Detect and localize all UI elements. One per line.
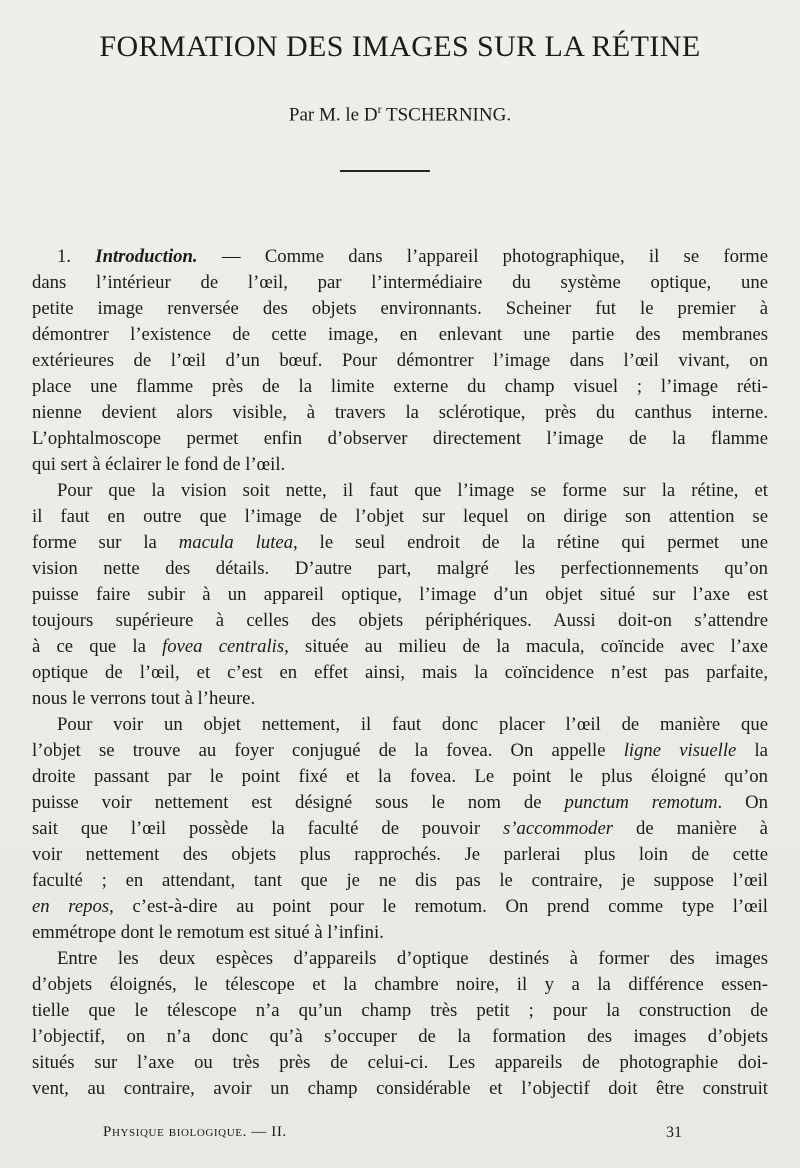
text-line: dans l’intérieur de l’œil, par l’intermédiaire du système optique, une xyxy=(32,272,768,293)
text-line: d’objets éloignés, le télescope et la chambre noire, il y a la différence essen- xyxy=(32,974,768,995)
text-line: optique de l’œil, et c’est en effet ainsi, mais la coïncidence n’est pas parfaite, xyxy=(32,662,768,683)
text-line: qui sert à éclairer le fond de l’œil. xyxy=(32,454,286,475)
text-line xyxy=(32,790,768,816)
text-line: L’ophtalmoscope permet enfin d’observer directement l’image de la flamme xyxy=(32,428,768,449)
text-line: extérieures de l’œil d’un bœuf. Pour démontrer l’image dans l’œil vivant, on xyxy=(32,350,768,371)
text-line xyxy=(32,530,768,556)
text-line: Entre les deux espèces d’appareils d’optique destinés à former des images xyxy=(57,948,768,969)
text-line: nous le verrons tout à l’heure. xyxy=(32,688,256,709)
text-line: voir nettement des objets plus rapprochés. Je parlerai plus loin de cette xyxy=(32,844,768,865)
page-number: 31 xyxy=(666,1124,682,1141)
text-line: droite passant par le point fixé et la fovea. Le point le plus éloigné qu’on xyxy=(32,766,768,787)
italic-term: s’accommoder xyxy=(503,818,614,839)
text-run: de manière à xyxy=(613,818,768,839)
text-run: , le seul endroit de la rétine qui permet une xyxy=(293,532,768,553)
text-run: la xyxy=(736,740,768,761)
author-prefix: Par M. le D xyxy=(288,104,378,126)
text-line: emmétrope dont le remotum est situé à l’infini. xyxy=(32,922,384,943)
text-line xyxy=(32,244,768,270)
italic-term: fovea centralis xyxy=(162,636,285,657)
text-line: il faut en outre que l’image de l’objet sur lequel on dirige son attention se xyxy=(32,506,768,527)
section-heading: Introduction. xyxy=(95,246,198,267)
text-run: — Comme dans l’appareil photographique, il se forme xyxy=(197,246,768,267)
text-run: à ce que la xyxy=(32,636,163,657)
text-line: Pour que la vision soit nette, il faut que l’image se forme sur la rétine, et xyxy=(57,480,768,501)
text-line: nienne devient alors visible, à travers la sclérotique, près du canthus interne. xyxy=(32,402,768,423)
italic-term: macula lutea xyxy=(178,532,294,553)
title-separator-rule xyxy=(340,170,430,172)
text-line: vision nette des détails. D’autre part, malgré les perfectionnements qu’on xyxy=(32,558,768,579)
author-name: TSCHERNING. xyxy=(381,104,512,126)
text-run: . On xyxy=(717,792,768,813)
running-footer xyxy=(103,1124,287,1141)
text-run: l’objet se trouve au foyer conjugué de la fovea. On appelle xyxy=(32,740,624,761)
text-line: tielle que le télescope n’a qu’un champ très petit ; pour la construction de xyxy=(32,1000,768,1021)
text-line: place une flamme près de la limite externe du champ visuel ; l’image réti- xyxy=(32,376,768,397)
text-line xyxy=(32,894,768,920)
text-run: , c’est-à-dire au point pour le remotum. On prend comme type l’œil xyxy=(109,896,768,917)
text-line: démontrer l’existence de cette image, en enlevant une partie des membranes xyxy=(32,324,768,345)
text-run: forme sur la xyxy=(32,532,179,553)
text-line: Pour voir un objet nettement, il faut donc placer l’œil de manière que xyxy=(57,714,768,735)
section-number: 1. xyxy=(57,246,96,267)
text-run: puisse voir nettement est désigné sous le nom de xyxy=(32,792,565,813)
text-line: situés sur l’axe ou très près de celui-ci. Les appareils de photographie doi- xyxy=(32,1052,768,1073)
italic-term: ligne visuelle xyxy=(623,740,737,761)
text-line: puisse faire subir à un appareil optique, l’image d’un objet situé sur l’axe est xyxy=(32,584,768,605)
italic-term: en repos xyxy=(32,896,110,917)
article-title: FORMATION DES IMAGES SUR LA RÉTINE xyxy=(99,30,701,63)
text-line: toujours supérieure à celles des objets périphériques. Aussi doit-on s’attendre xyxy=(32,610,768,631)
text-line xyxy=(32,816,768,842)
author-line xyxy=(32,102,768,126)
italic-term: punctum remotum xyxy=(564,792,718,813)
journal-title: Physique biologique. — II. xyxy=(103,1124,287,1140)
text-run: , située au milieu de la macula, coïncide avec l’axe xyxy=(284,636,768,657)
text-line: vent, au contraire, avoir un champ considérable et l’objectif doit être construit xyxy=(32,1078,768,1099)
author-superscript: r xyxy=(377,102,382,116)
text-line: faculté ; en attendant, tant que je ne dis pas le contraire, je suppose l’œil xyxy=(32,870,768,891)
text-line xyxy=(32,738,768,764)
text-line: l’objectif, on n’a donc qu’à s’occuper de la formation des images d’objets xyxy=(32,1026,768,1047)
text-run: sait que l’œil possède la faculté de pouvoir xyxy=(32,818,504,839)
text-line: petite image renversée des objets environnants. Scheiner fut le premier à xyxy=(32,298,768,319)
article-body xyxy=(32,244,768,1102)
text-line xyxy=(32,634,768,660)
